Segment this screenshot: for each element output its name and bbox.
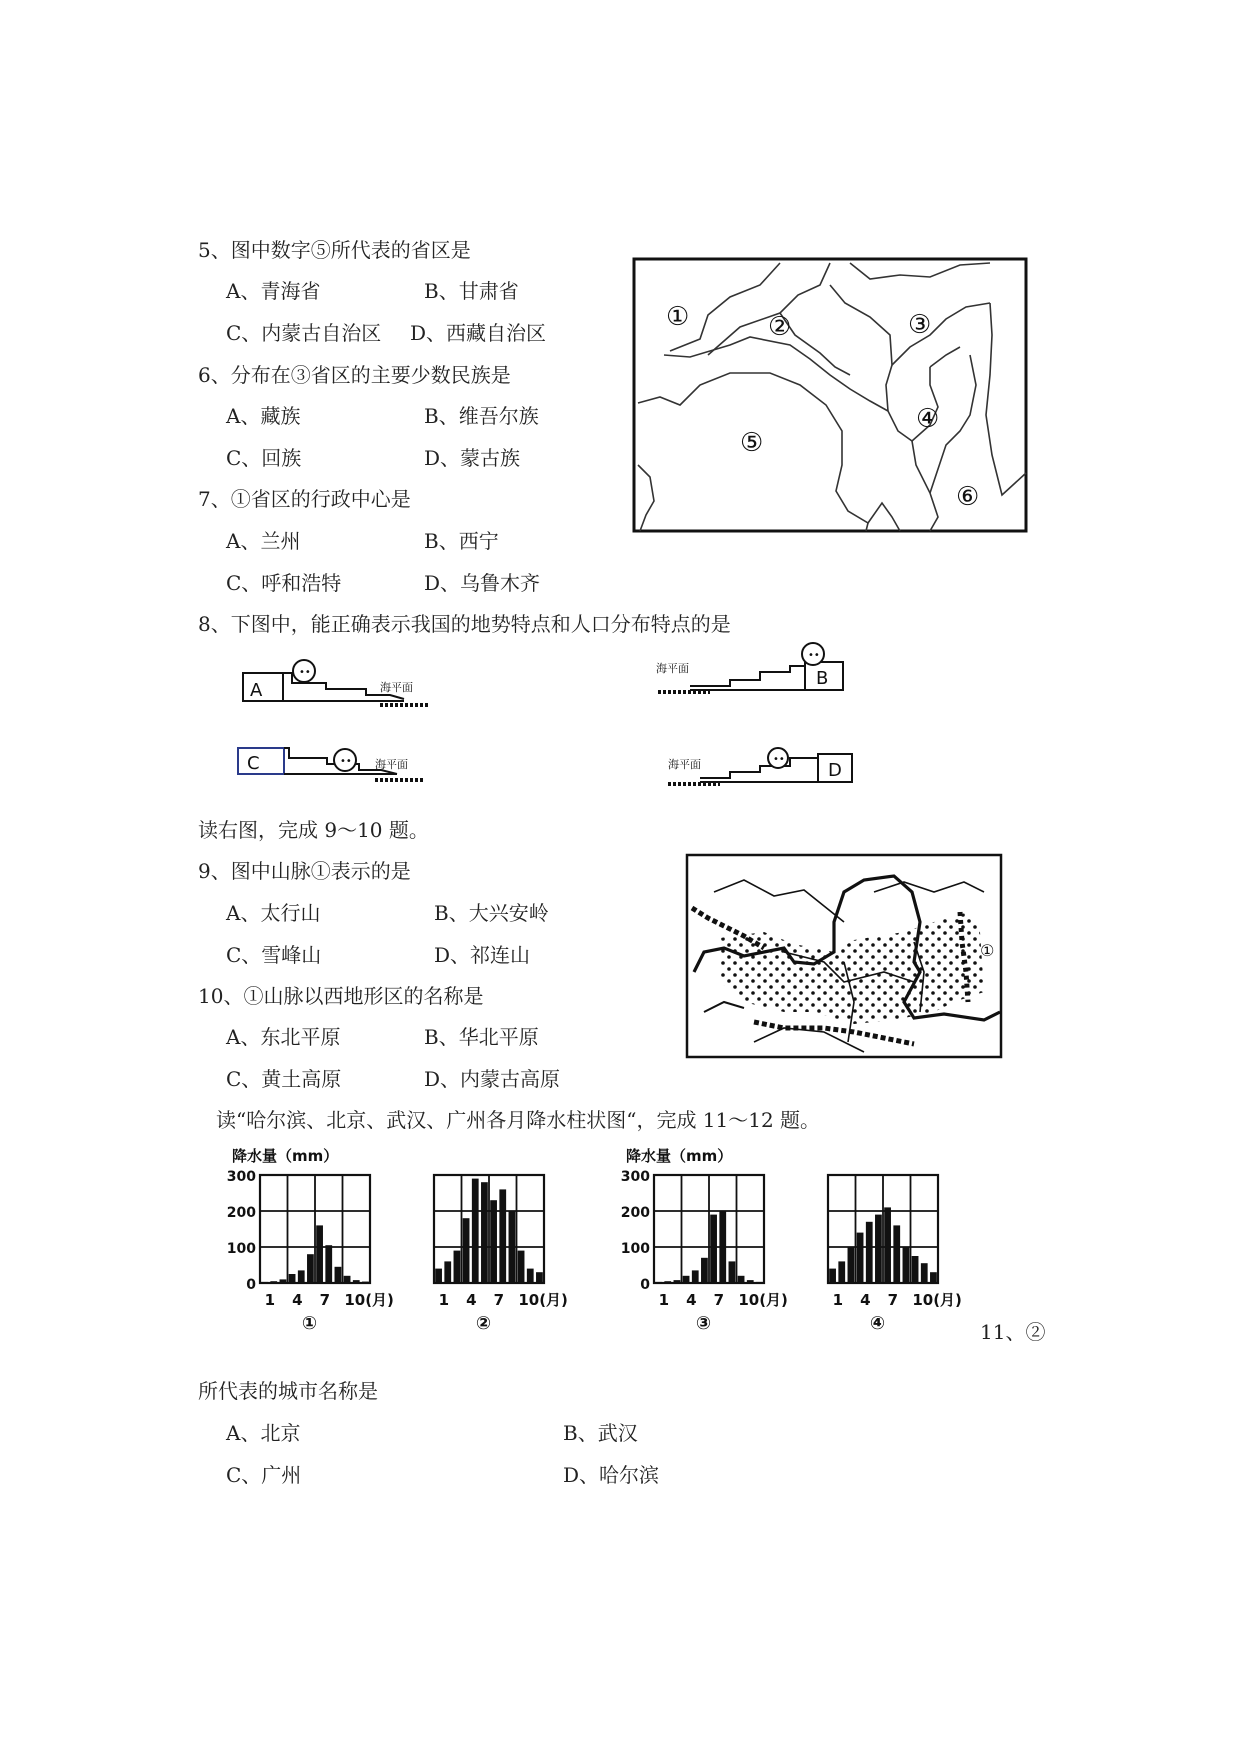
y-tick-label: 200	[620, 1205, 650, 1221]
sea-level-label-d: 海平面	[668, 758, 701, 771]
bar-month-9	[335, 1267, 342, 1283]
bar-month-7	[884, 1207, 891, 1283]
q8-stem: 8、下图中，能正确表示我国的地势特点和人口分布特点的是	[198, 612, 731, 636]
bar-month-7	[316, 1225, 323, 1283]
bar-month-3	[454, 1251, 461, 1283]
x-tick-label: 1	[658, 1291, 670, 1309]
map-label-2: ②	[768, 312, 792, 342]
y-tick-label: 0	[246, 1277, 256, 1293]
bar-month-6	[307, 1254, 314, 1283]
q11-stem-part2: 所代表的城市名称是	[198, 1379, 378, 1403]
q5-option-a[interactable]: A、青海省	[226, 279, 321, 303]
bar-month-2	[664, 1281, 671, 1283]
terrain-label-c: C	[247, 753, 260, 774]
bar-month-8	[893, 1225, 900, 1283]
q11-stem-part1: 11、②	[980, 1320, 1046, 1344]
bar-month-10	[912, 1256, 919, 1283]
svg-text:••: ••	[808, 650, 820, 661]
bar-month-12	[536, 1272, 543, 1283]
q5-option-d[interactable]: D、西藏自治区	[410, 321, 547, 345]
terrain-option-d[interactable]	[660, 738, 860, 794]
x-tick-label: 7	[493, 1291, 505, 1309]
q10-option-a[interactable]: A、东北平原	[226, 1025, 341, 1049]
q9-option-d[interactable]: D、祁连山	[434, 943, 531, 967]
q11-option-b[interactable]: B、武汉	[563, 1421, 638, 1445]
map-label-3: ③	[908, 310, 932, 340]
bar-month-12	[930, 1272, 937, 1283]
q6-option-b[interactable]: B、维吾尔族	[424, 404, 539, 428]
svg-text:••: ••	[340, 756, 352, 767]
bar-month-1	[435, 1269, 442, 1283]
terrain-option-a[interactable]	[240, 655, 440, 711]
chart-label: ①	[301, 1313, 318, 1334]
map-label-4: ④	[916, 404, 940, 434]
x-tick-label: 1	[438, 1291, 450, 1309]
terrain-label-a: A	[250, 680, 263, 701]
q10-stem: 10、①山脉以西地形区的名称是	[198, 984, 484, 1008]
q7-stem: 7、①省区的行政中心是	[198, 487, 411, 511]
terrain-option-b[interactable]	[650, 640, 850, 702]
map-label-1: ①	[666, 302, 690, 332]
q11-option-d[interactable]: D、哈尔滨	[563, 1463, 660, 1487]
bar-month-5	[866, 1222, 873, 1283]
bar-month-2	[838, 1261, 845, 1283]
bar-month-8	[325, 1245, 332, 1283]
y-tick-label: 100	[226, 1241, 256, 1257]
q6-option-d[interactable]: D、蒙古族	[424, 446, 521, 470]
chart-label: ②	[475, 1313, 492, 1334]
sea-level-label-b: 海平面	[656, 662, 689, 675]
x-tick-label: 7	[887, 1291, 899, 1309]
bar-month-4	[857, 1233, 864, 1283]
x-tick-label: 1	[264, 1291, 276, 1309]
q9-option-b[interactable]: B、大兴安岭	[434, 901, 549, 925]
y-tick-label: 300	[226, 1169, 256, 1185]
y-tick-label: 200	[226, 1205, 256, 1221]
bar-month-11	[921, 1263, 928, 1283]
bar-month-10	[344, 1276, 351, 1283]
bar-month-7	[710, 1215, 717, 1283]
q11-option-a[interactable]: A、北京	[226, 1421, 301, 1445]
sea-level-label-c: 海平面	[375, 758, 408, 771]
bar-month-8	[719, 1211, 726, 1283]
q5-stem: 5、图中数字⑤所代表的省区是	[198, 238, 471, 262]
bar-month-11	[527, 1269, 534, 1283]
bar-month-3	[848, 1247, 855, 1283]
bar-month-1	[261, 1282, 268, 1283]
bar-month-4	[683, 1276, 690, 1283]
x-tick-label: 4	[686, 1291, 697, 1309]
sea-level-label-a: 海平面	[380, 681, 413, 694]
bar-month-8	[499, 1189, 506, 1283]
bar-month-4	[289, 1274, 296, 1283]
chart-label: ④	[869, 1313, 886, 1334]
q5-option-c[interactable]: C、内蒙古自治区	[226, 321, 382, 345]
bar-month-10	[518, 1251, 525, 1283]
x-tick-label: 10(月)	[518, 1291, 568, 1309]
bar-month-1	[655, 1282, 662, 1283]
q7-option-a[interactable]: A、兰州	[226, 529, 301, 553]
bar-month-7	[490, 1200, 497, 1283]
province-map	[630, 255, 1030, 535]
q7-option-b[interactable]: B、西宁	[424, 529, 499, 553]
y-axis-title: 降水量（mm）	[626, 1147, 733, 1165]
y-tick-label: 0	[640, 1277, 650, 1293]
bar-month-9	[903, 1247, 910, 1283]
y-tick-label: 300	[620, 1169, 650, 1185]
q9-option-a[interactable]: A、太行山	[226, 901, 321, 925]
x-tick-label: 7	[319, 1291, 331, 1309]
mountain-label-1: ①	[980, 941, 995, 960]
bar-month-3	[674, 1280, 681, 1283]
mountain-map	[684, 852, 1004, 1060]
q7-option-d[interactable]: D、乌鲁木齐	[424, 571, 541, 595]
x-tick-label: 10(月)	[344, 1291, 394, 1309]
q10-option-c[interactable]: C、黄土高原	[226, 1067, 342, 1091]
q9-stem: 9、图中山脉①表示的是	[198, 859, 411, 883]
x-tick-label: 7	[713, 1291, 725, 1309]
bar-month-5	[692, 1270, 699, 1283]
bar-month-1	[829, 1269, 836, 1283]
intro-9-10: 读右图，完成 9～10 题。	[198, 818, 429, 842]
y-axis-title: 降水量（mm）	[232, 1147, 339, 1165]
q5-option-b[interactable]: B、甘肃省	[424, 279, 519, 303]
map-label-5: ⑤	[740, 428, 764, 458]
bar-month-4	[463, 1218, 470, 1283]
q11-option-c[interactable]: C、广州	[226, 1463, 302, 1487]
q9-option-c[interactable]: C、雪峰山	[226, 943, 322, 967]
q6-option-a[interactable]: A、藏族	[226, 404, 301, 428]
bar-month-5	[298, 1270, 305, 1283]
x-tick-label: 10(月)	[912, 1291, 962, 1309]
terrain-label-b: B	[816, 668, 829, 689]
terrain-option-c[interactable]	[235, 740, 435, 790]
bar-month-5	[472, 1179, 479, 1283]
x-tick-label: 4	[860, 1291, 871, 1309]
bar-month-12	[362, 1282, 369, 1283]
bar-month-2	[270, 1281, 277, 1283]
bar-month-6	[875, 1215, 882, 1283]
precipitation-charts	[210, 1145, 1010, 1345]
bar-month-11	[747, 1280, 754, 1283]
q6-option-c[interactable]: C、回族	[226, 446, 302, 470]
terrain-label-d: D	[828, 760, 842, 781]
x-tick-label: 1	[832, 1291, 844, 1309]
x-tick-label: 4	[292, 1291, 303, 1309]
y-tick-label: 100	[620, 1241, 650, 1257]
q10-option-d[interactable]: D、内蒙古高原	[424, 1067, 561, 1091]
bar-month-11	[353, 1280, 360, 1283]
map-label-6: ⑥	[956, 482, 980, 512]
bar-month-9	[729, 1261, 736, 1283]
bar-month-6	[481, 1182, 488, 1283]
chart-label: ③	[695, 1313, 712, 1334]
bar-month-9	[509, 1211, 516, 1283]
bar-month-10	[738, 1276, 745, 1283]
svg-text:••: ••	[773, 754, 785, 765]
svg-text:••: ••	[299, 667, 311, 678]
bar-month-12	[756, 1282, 763, 1283]
x-tick-label: 4	[466, 1291, 477, 1309]
q7-option-c[interactable]: C、呼和浩特	[226, 571, 342, 595]
q10-option-b[interactable]: B、华北平原	[424, 1025, 539, 1049]
q6-stem: 6、分布在③省区的主要少数民族是	[198, 363, 511, 387]
bar-month-2	[444, 1261, 451, 1283]
x-tick-label: 10(月)	[738, 1291, 788, 1309]
bar-month-3	[280, 1279, 287, 1283]
bar-month-6	[701, 1258, 708, 1283]
intro-11-12: 读“哈尔滨、北京、武汉、广州各月降水柱状图“，完成 11～12 题。	[216, 1108, 821, 1132]
